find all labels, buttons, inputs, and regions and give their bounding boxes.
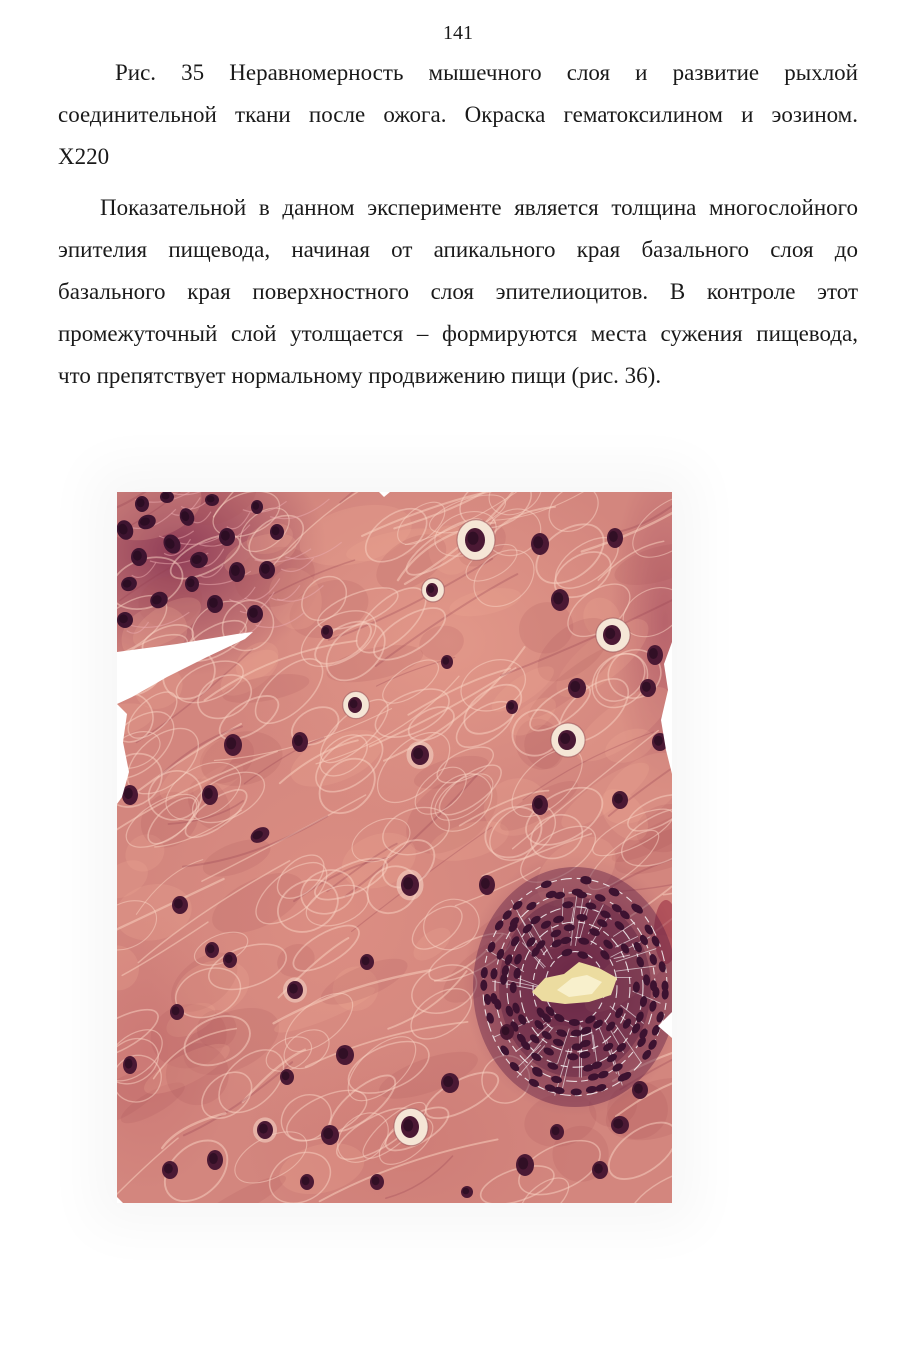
- stain-patch: [272, 938, 320, 983]
- nucleus-chromatin: [428, 585, 435, 593]
- nucleus-chromatin: [518, 1157, 528, 1169]
- nucleus-chromatin: [323, 627, 330, 635]
- nucleus-chromatin: [614, 794, 623, 804]
- nucleus-chromatin: [261, 564, 270, 574]
- nucleus-chromatin: [133, 551, 142, 561]
- caption-line: соединительной ткани после ожога. Окраска гематоксилином и эозином.: [58, 102, 858, 127]
- nucleus-chromatin: [570, 681, 580, 692]
- nucleus-chromatin: [253, 502, 260, 510]
- stain-patch: [274, 1135, 370, 1202]
- body-paragraph: [58, 187, 858, 397]
- nucleus-chromatin: [463, 1188, 470, 1195]
- nucleus-chromatin: [302, 1176, 310, 1185]
- nucleus-chromatin: [209, 598, 218, 608]
- nucleus-chromatin: [560, 733, 570, 744]
- micrograph-drawing: [117, 492, 672, 1203]
- figure-caption: [58, 52, 858, 178]
- nucleus-chromatin: [204, 788, 213, 799]
- nucleus-chromatin: [443, 1076, 453, 1087]
- nucleus-chromatin: [162, 493, 170, 500]
- nucleus-chromatin: [552, 1126, 560, 1135]
- nucleus-chromatin: [226, 737, 236, 749]
- blood-vessel: [473, 867, 672, 1107]
- nucleus-chromatin: [642, 682, 651, 692]
- cell-nucleus: [480, 980, 487, 991]
- nucleus-chromatin: [502, 1026, 510, 1035]
- nucleus-chromatin: [649, 648, 658, 659]
- nucleus-chromatin: [294, 735, 303, 746]
- nucleus-chromatin: [137, 498, 145, 507]
- nucleus-chromatin: [654, 736, 663, 746]
- nucleus-chromatin: [221, 531, 230, 541]
- nucleus-chromatin: [259, 1124, 268, 1134]
- nucleus-chromatin: [124, 788, 133, 799]
- nucleus-chromatin: [125, 1059, 133, 1069]
- nucleus-chromatin: [533, 536, 543, 548]
- nucleus-chromatin: [443, 657, 450, 665]
- stain-patch: [283, 718, 391, 798]
- nucleus-chromatin: [605, 628, 615, 639]
- paragraph-line: Показательной в данном эксперименте является толщина многослойного: [100, 195, 858, 220]
- nucleus-chromatin: [403, 1119, 413, 1131]
- cell-membrane: [623, 1161, 672, 1203]
- nucleus-chromatin: [468, 532, 479, 545]
- paragraph-line: что препятствует нормальному продвижению пищи (рис. 36).: [58, 363, 662, 388]
- nucleus-chromatin: [323, 1128, 333, 1139]
- nucleus-chromatin: [272, 526, 280, 535]
- nucleus-chromatin: [413, 748, 423, 759]
- nucleus-chromatin: [187, 578, 195, 587]
- nucleus-chromatin: [534, 798, 543, 809]
- caption-line: Х220: [58, 144, 110, 169]
- nucleus-chromatin: [172, 1006, 180, 1015]
- cell-nucleus: [650, 980, 657, 991]
- nucleus-chromatin: [403, 877, 413, 889]
- nucleus-chromatin: [289, 984, 298, 994]
- paragraph-line: эпителия пищевода, начиная от апикального края базального слоя до: [58, 237, 858, 262]
- cell-membrane: [540, 492, 607, 541]
- nucleus-chromatin: [231, 565, 240, 576]
- nucleus-chromatin: [207, 944, 215, 953]
- nucleus-chromatin: [338, 1048, 348, 1059]
- page-number: 141: [443, 22, 473, 44]
- nucleus-chromatin: [225, 954, 233, 963]
- caption-line: Рис. 35 Неравномерность мышечного слоя и развитие рыхлой: [115, 60, 858, 85]
- nucleus-chromatin: [174, 899, 183, 909]
- nucleus-chromatin: [634, 1084, 643, 1094]
- nucleus-chromatin: [609, 531, 618, 542]
- nucleus-chromatin: [553, 592, 563, 604]
- tissue-edge: [117, 1197, 123, 1203]
- nucleus-chromatin: [249, 608, 258, 618]
- paragraph-line: базального края поверхностного слоя эпителиоцитов. В контроле этот: [58, 279, 858, 304]
- nucleus-chromatin: [119, 614, 128, 623]
- nucleus-chromatin: [282, 1071, 290, 1080]
- nucleus-chromatin: [594, 1164, 603, 1174]
- nucleus-chromatin: [362, 956, 370, 965]
- nucleus-chromatin: [481, 878, 490, 889]
- paragraph-line: промежуточный слой утолщается – формируются места сужения пищевода,: [58, 321, 858, 346]
- cell-nucleus: [571, 1089, 582, 1096]
- nucleus-chromatin: [207, 496, 215, 503]
- nucleus-chromatin: [508, 702, 515, 710]
- tissue-edge: [379, 492, 390, 497]
- nucleus-chromatin: [613, 1119, 623, 1129]
- nucleus-chromatin: [372, 1176, 380, 1185]
- nucleus-chromatin: [209, 1153, 218, 1164]
- histology-micrograph: [117, 492, 672, 1203]
- nucleus-chromatin: [350, 699, 358, 708]
- nucleus-chromatin: [164, 1164, 173, 1174]
- tissue-fibre: [386, 1156, 453, 1198]
